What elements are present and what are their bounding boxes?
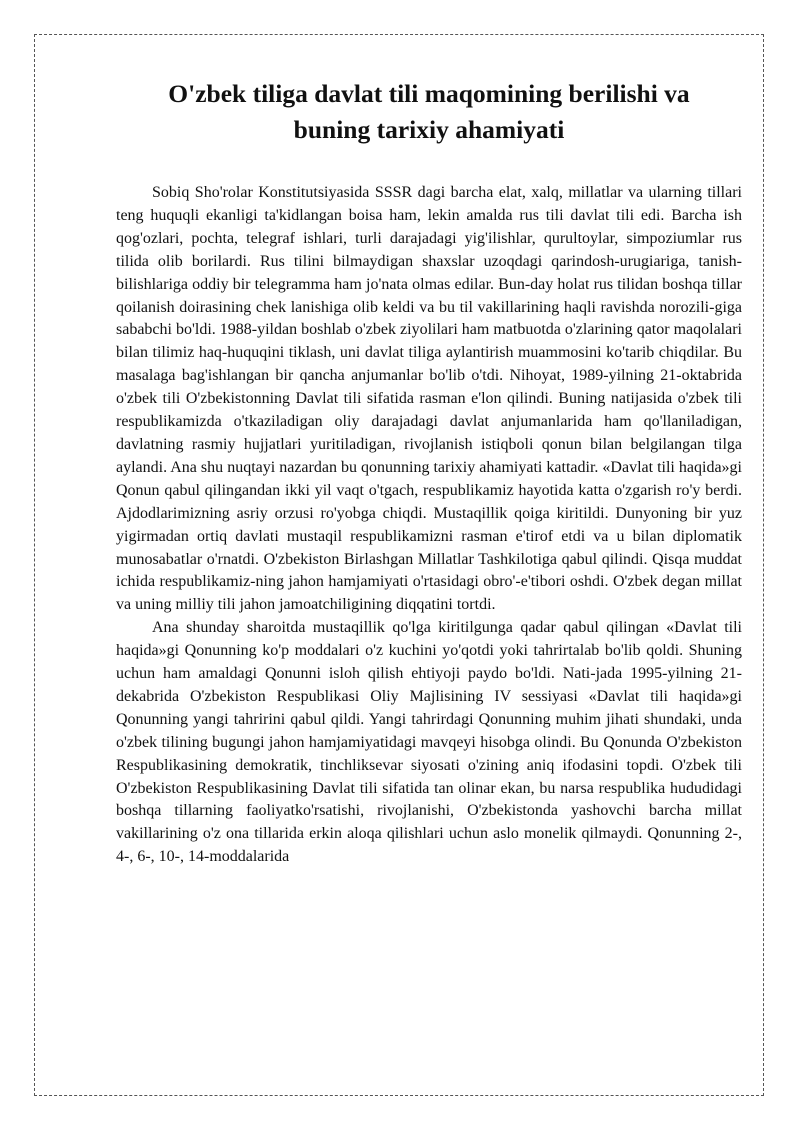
document-body [116,182,742,869]
paragraph-1: Sobiq Sho'rolar Konstitutsiyasida SSSR dagi barcha elat, xalq, millatlar va ularning tillari teng huquqli ekanligi ta'kidlangan boisa ham, lekin amalda rus tili davlat tili edi. Barcha ish qog'ozlari, pochta, telegraf ishlari, turli darajadagi yig'ilishlar, qurultoylar, simpoziumlar rus tilida olib borilardi. Rus tilini bilmaydigan shaxslar uzoqdagi qarindosh-urugiariga, tanish-bilishlariga oddiy bir telegramma ham jo'nata olmas edilar. Bun-day holat rus tilidan boshqa tillar qoilanish doirasining chek lanishiga olib keldi va bu til vakillarining haqli ravishda norozili-giga sababchi bo'ldi. 1988-yildan boshlab o'zbek ziyolilari ham matbuotda o'zlarining qator maqolalari bilan tilimiz haq-huquqini tiklash, uni davlat tiliga aylantirish muammosini ko'tarib chiqdilar. Bu masalaga bag'ishlangan bir qancha anjumanlar bo'lib o'tdi. Nihoyat, 1989-yilning 21-oktabrida o'zbek tili O'zbekistonning Davlat tili sifatida rasman e'lon qilindi. Buning natijasida o'zbek tili respublikamizda o'tkaziladigan oliy darajadagi davlat anjumanlarida ham qo'llaniladigan, davlatning rasmiy hujjatlari yuritiladigan, rivojlanish istiqboli qonun bilan belgilangan tilga aylandi. Ana shu nuqtayi nazardan bu qonunning tarixiy ahamiyati kattadir. «Davlat tili haqida»gi Qonun qabul qilingandan ikki yil vaqt o'tgach, respublikamiz hayotida katta o'zgarish ro'y berdi. Ajdodlarimizning asriy orzusi ro'yobga chiqdi. Mustaqillik qoiga kiritildi. Dunyoning bir yuz yigirmadan ortiq davlati mustaqil respublikamizni rasman e'tirof etdi va u bilan diplomatik munosabatlar o'rnatdi. O'zbekiston Birlashgan Millatlar Tashkilotiga qabul qilindi. Qisqa muddat ichida respublikamiz-ning jahon hamjamiyati o'rtasidagi obro'-e'tibori oshdi. O'zbek degan millat va uning milliy tili jahon jamoatchiligining diqqatini tortdi. [116,184,742,614]
document-content [116,76,742,869]
document-title: O'zbek tiliga davlat tili maqomining berilishi va buning tarixiy ahamiyati [168,79,690,144]
paragraph-2: Ana shunday sharoitda mustaqillik qo'lga kiritilgunga qadar qabul qilingan «Davlat tili haqida»gi Qonunning ko'p moddalari o'z kuchini yo'qotdi yoki tahrirtalab bo'lib qoldi. Shuning uchun ham amaldagi Qonunni isloh qilish ehtiyoji paydo bo'ldi. Nati-jada 1995-yilning 21-dekabrida O'zbekiston Respublikasi Oliy Majlisining IV sessiyasi «Davlat tili haqida»gi Qonunning yangi tahririni qabul qildi. Yangi tahrirdagi Qonunning muhim jihati shundaki, unda o'zbek tilining bugungi jahon hamjamiyatidagi mavqeyi hisobga olindi. Bu Qonunda O'zbekiston Respublikasining demokratik, tinchliksevar siyosati o'zining aniq ifodasini topdi. O'zbek tili O'zbekiston Respublikasining Davlat tili sifatida tan olinar ekan, bu narsa respublika hududidagi boshqa tillarning faoliyatko'rsatishi, rivojlanishi, O'zbekistonda yashovchi barcha millat vakillarining o'z ona tillarida erkin aloqa qilishlari uchun aslo monelik qilmaydi. Qonunning 2-, 4-, 6-, 10-, 14-moddalarida [116,619,742,866]
